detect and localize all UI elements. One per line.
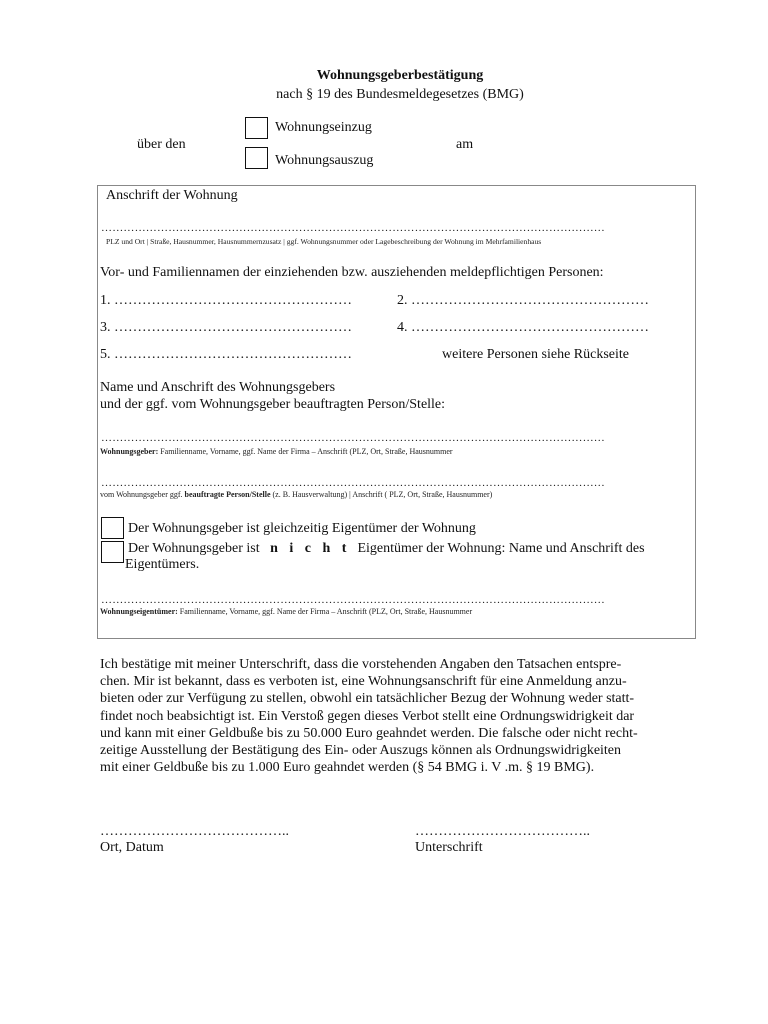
- declaration-line: Ich bestätige mit meiner Unterschrift, dass die vorstehenden Angaben den Tatsachen entspre-: [100, 657, 622, 672]
- address-hint: PLZ und Ort | Straße, Hausnummer, Hausnummernzusatz | ggf. Wohnungsnummer oder Lagebeschreibung der Wohnung im Mehrfamilienhaus: [106, 237, 542, 246]
- person-2-line[interactable]: 2. ……………………………………………: [397, 293, 649, 308]
- agent-hint-text: (z. B. Hausverwaltung) | Anschrift ( PLZ, Ort, Straße, Hausnummer): [270, 490, 493, 499]
- label-auszug: Wohnungsauszug: [275, 153, 374, 168]
- owner-option-2-suffix: Eigentümer der Wohnung: Name und Anschrift des: [357, 541, 645, 556]
- place-date-line[interactable]: …………………………………..: [100, 824, 289, 839]
- declaration-line: zeitige Ausstellung der Bestätigung des Ein- oder Auszugs können als Ordnungswidrigkeiten: [100, 743, 622, 759]
- declaration-line: chen. Mir ist bekannt, dass es verboten ist, eine Wohnungsanschrift für eine Anmeldung anzu-: [100, 674, 627, 690]
- owner-input-line[interactable]: ………………………………………………………………………………………………………………………: [101, 594, 605, 606]
- landlord-heading-2: und der ggf. vom Wohnungsgeber beauftragten Person/Stelle:: [100, 397, 446, 412]
- declaration-line: mit einer Geldbuße bis zu 1.000 Euro geahndet werden (§ 54 BMG i. V .m. § 19 BMG).: [100, 760, 595, 776]
- declaration-line: bieten oder zur Verfügung zu stellen, obwohl ein tatsächlicher Bezug der Wohnung weder statt-: [100, 691, 635, 707]
- checkbox-auszug[interactable]: [245, 147, 268, 169]
- checkbox-owner-same[interactable]: [101, 517, 124, 539]
- owner-hint-text: Familienname, Vorname, ggf. Name der Firma – Anschrift (PLZ, Ort, Straße, Hausnummer: [177, 607, 473, 616]
- owner-hint: [100, 607, 472, 616]
- landlord-hint-text: Familienname, Vorname, ggf. Name der Firma – Anschrift (PLZ, Ort, Straße, Hausnummer: [158, 447, 453, 456]
- signature-line[interactable]: ………………………………..: [415, 824, 590, 839]
- checkbox-einzug[interactable]: [245, 117, 268, 139]
- declaration-paragraph: [100, 656, 700, 776]
- agent-input-line[interactable]: ………………………………………………………………………………………………………………………: [101, 477, 605, 489]
- form-title: Wohnungsgeberbestätigung: [316, 68, 484, 83]
- place-date-label: Ort, Datum: [100, 840, 164, 855]
- move-type-prefix: über den: [137, 137, 186, 152]
- agent-hint-label: beauftragte Person/Stelle: [184, 490, 271, 499]
- more-persons-note: weitere Personen siehe Rückseite: [442, 347, 629, 362]
- checkbox-owner-not[interactable]: [101, 541, 124, 563]
- agent-hint: [100, 490, 492, 499]
- label-einzug: Wohnungseinzug: [275, 120, 372, 135]
- persons-heading: Vor- und Familiennamen der einziehenden bzw. ausziehenden meldepflichtigen Personen:: [100, 265, 604, 280]
- person-3-line[interactable]: 3. ……………………………………………: [100, 320, 352, 335]
- address-heading: Anschrift der Wohnung: [106, 188, 238, 203]
- landlord-hint: [100, 447, 453, 456]
- owner-option-1: Der Wohnungsgeber ist gleichzeitig Eigentümer der Wohnung: [128, 521, 476, 536]
- declaration-line: und kann mit einer Geldbuße bis zu 50.000 Euro geahndet werden. Die falsche oder nicht recht-: [100, 725, 638, 741]
- address-input-line[interactable]: ………………………………………………………………………………………………………………………: [101, 222, 605, 234]
- landlord-heading-1: Name und Anschrift des Wohnungsgebers: [100, 380, 336, 395]
- owner-option-2-cont: Eigentümers.: [125, 557, 200, 572]
- date-label: am: [456, 137, 474, 152]
- signature-label: Unterschrift: [415, 840, 483, 855]
- owner-option-2-prefix: Der Wohnungsgeber ist: [128, 541, 260, 556]
- form-subtitle: nach § 19 des Bundesmeldegesetzes (BMG): [276, 87, 524, 102]
- person-5-line[interactable]: 5. ……………………………………………: [100, 347, 352, 362]
- declaration-line: findet noch beabsichtigt ist. Ein Verstoß gegen dieses Verbot stellt eine Ordnungswidrigkeit dar: [100, 708, 635, 724]
- person-1-line[interactable]: 1. ……………………………………………: [100, 293, 352, 308]
- landlord-input-line[interactable]: ………………………………………………………………………………………………………………………: [101, 432, 605, 444]
- owner-option-2: [128, 541, 645, 557]
- agent-hint-prefix: vom Wohnungsgeber ggf.: [100, 490, 185, 499]
- owner-hint-label: Wohnungseigentümer:: [100, 607, 178, 616]
- person-4-line[interactable]: 4. ……………………………………………: [397, 320, 649, 335]
- nicht-emphasis: n i c h t: [270, 541, 351, 556]
- landlord-hint-label: Wohnungsgeber:: [100, 447, 159, 456]
